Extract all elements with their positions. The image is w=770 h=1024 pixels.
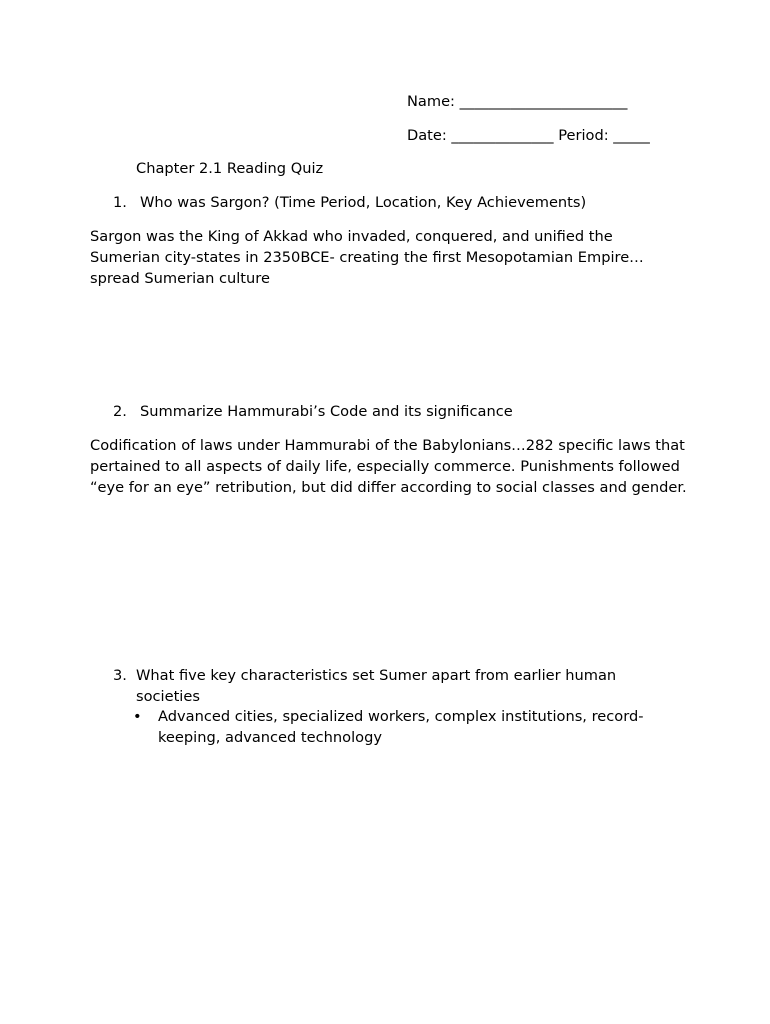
question-1-number: 1. — [113, 194, 127, 211]
bullet-icon: • — [133, 708, 142, 725]
question-2-answer: Codification of laws under Hammurabi of the Babylonians…282 specific laws that pertained to all aspects of daily life, especially commerce. Punishments followed “eye for an eye” retribution, but did differ according to social classes and gender. — [90, 437, 687, 496]
question-2-prompt: Summarize Hammurabi’s Code and its significance — [140, 403, 513, 420]
question-3-number: 3. — [113, 667, 127, 684]
name-field-line: Name: _______________________ — [407, 93, 628, 110]
question-1-prompt: Who was Sargon? (Time Period, Location, Key Achievements) — [140, 194, 587, 211]
question-2-number: 2. — [113, 403, 127, 420]
question-1-answer: Sargon was the King of Akkad who invaded, conquered, and unified the Sumerian city-states in 2350BCE- creating the first Mesopotamian Empire… spread Sumerian culture — [90, 228, 644, 287]
question-3-answer: Advanced cities, specialized workers, complex institutions, record-keeping, advanced technology — [158, 708, 644, 746]
date-period-field-line: Date: ______________ Period: _____ — [407, 127, 650, 144]
quiz-title: Chapter 2.1 Reading Quiz — [136, 160, 324, 177]
question-3-prompt: What five key characteristics set Sumer apart from earlier human societies — [136, 667, 617, 705]
